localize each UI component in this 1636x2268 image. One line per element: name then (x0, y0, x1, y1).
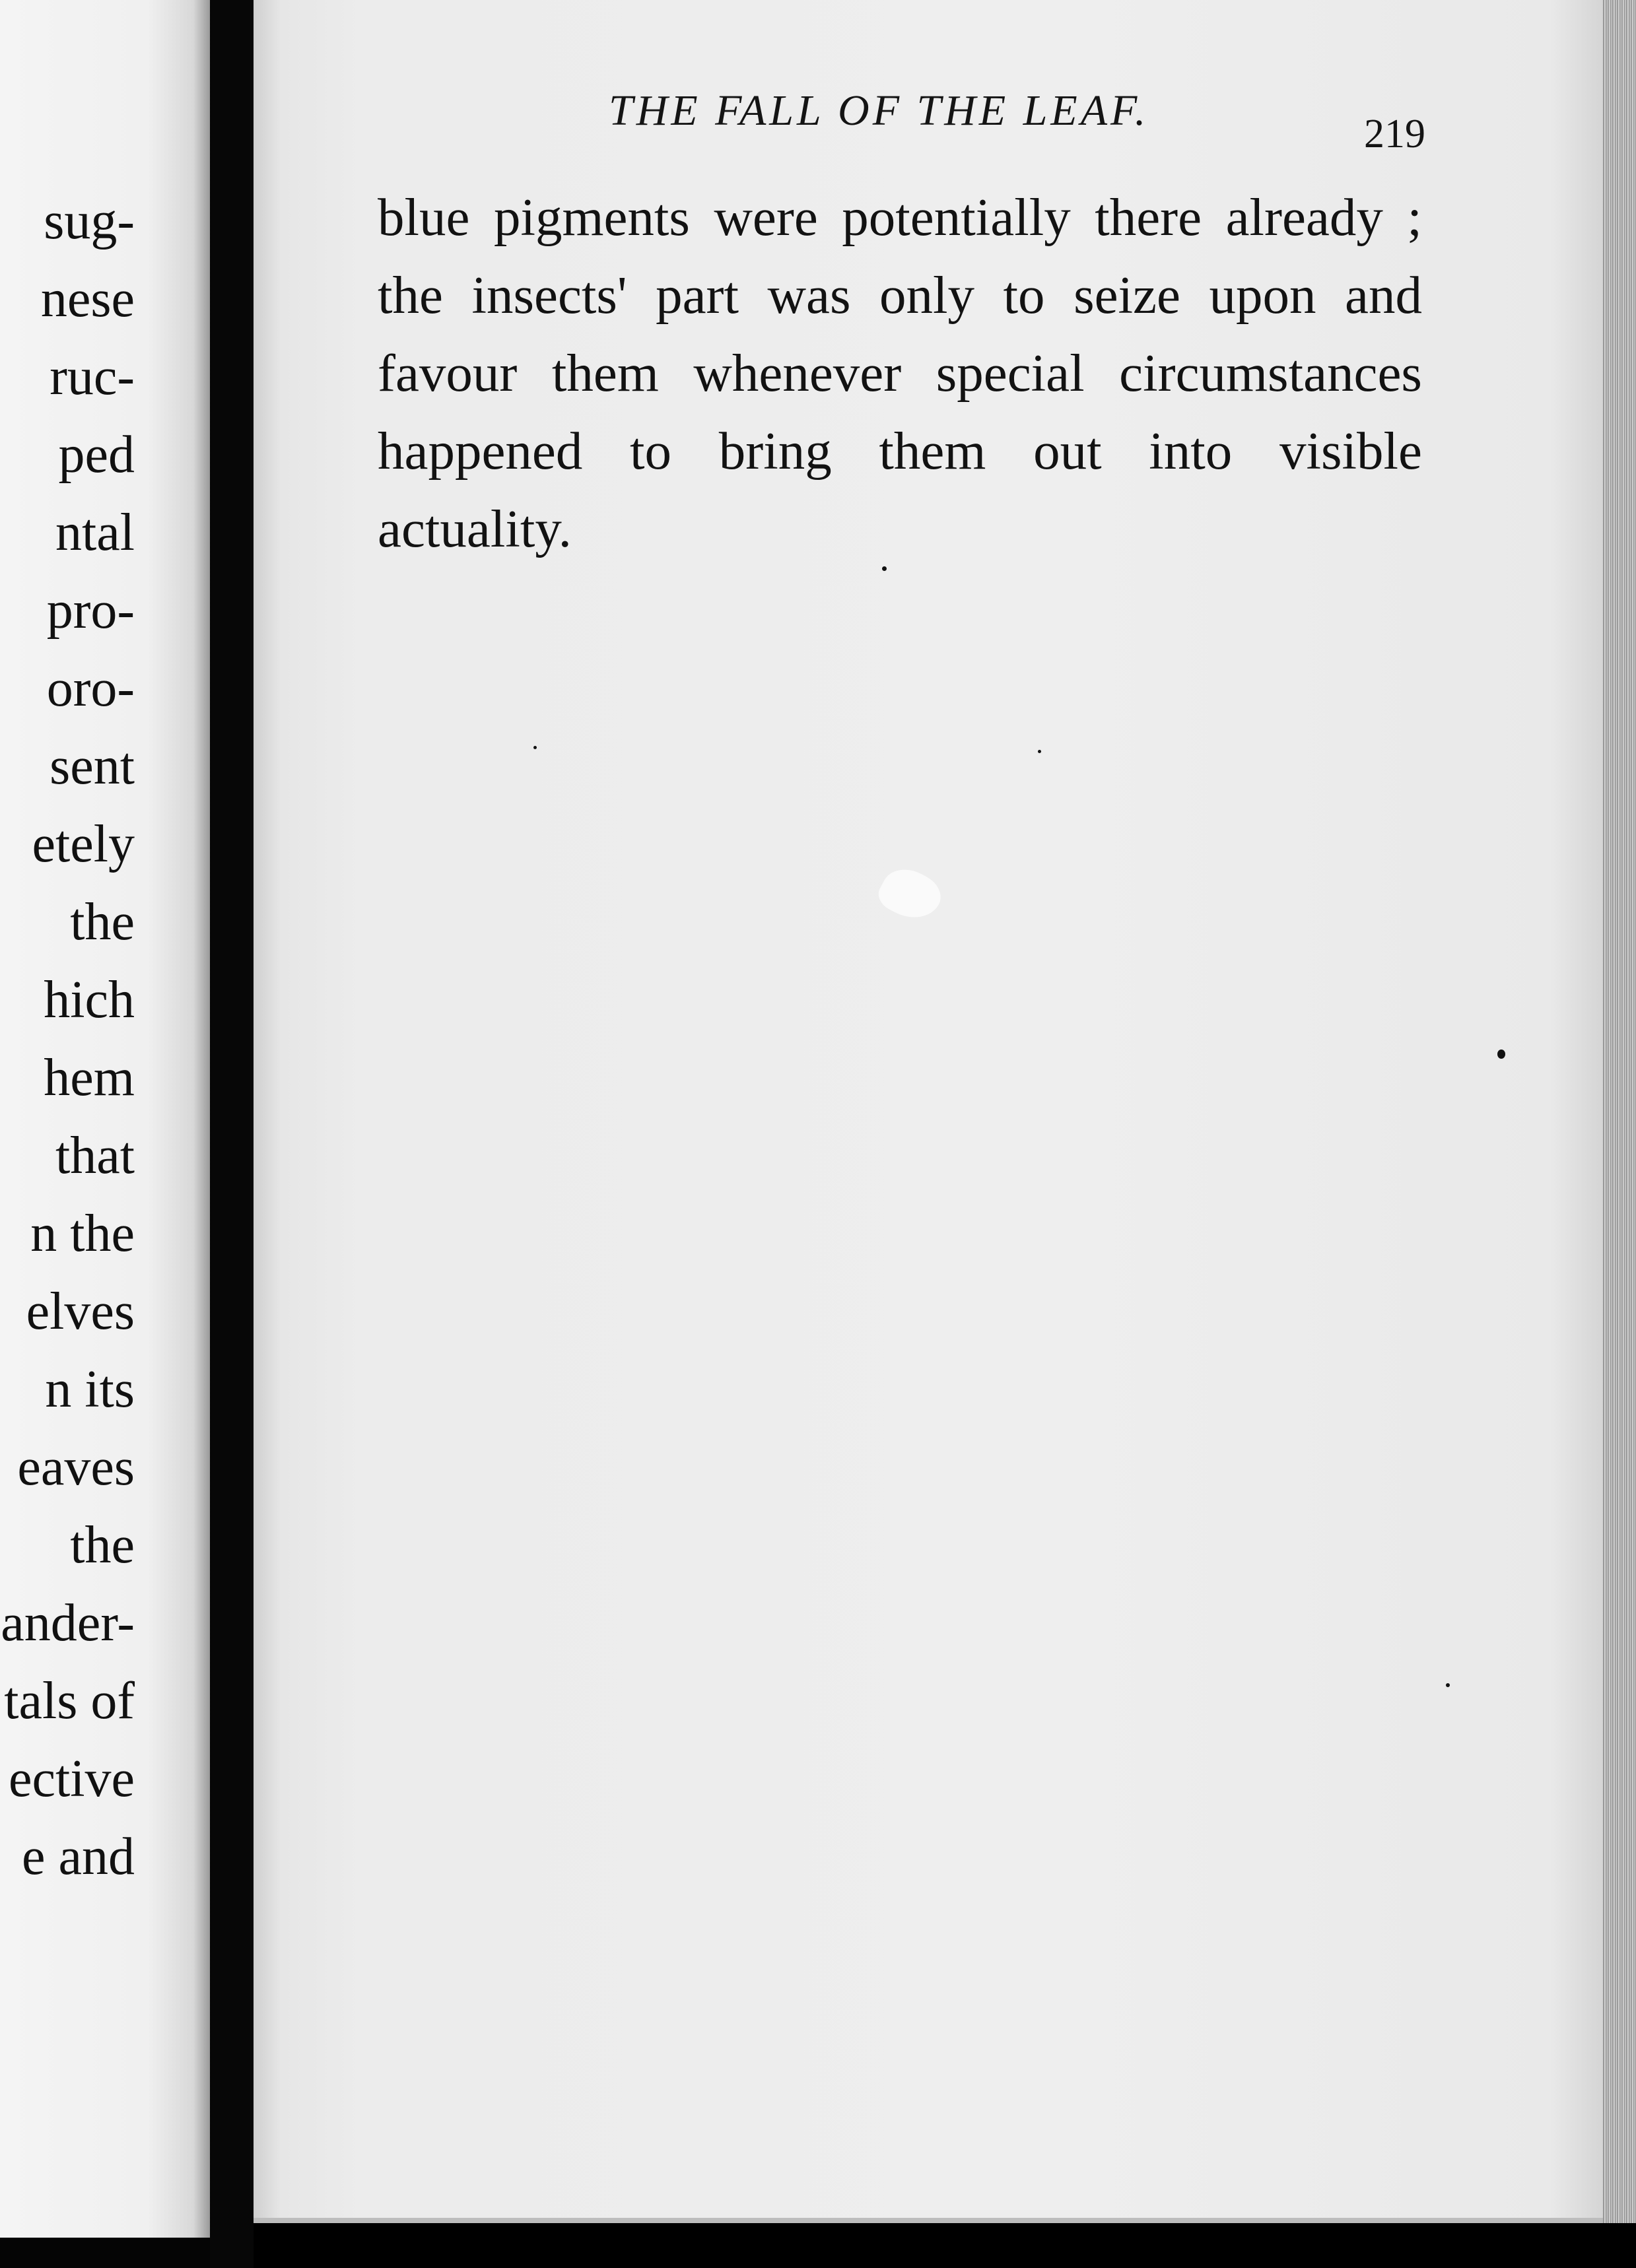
word: bring (718, 421, 832, 481)
ink-speck (1038, 750, 1041, 753)
left-line-fragment: e and (21, 1828, 135, 1886)
left-line-fragment: oro- (46, 659, 135, 717)
word: ; (1407, 187, 1422, 247)
scan-border (254, 2223, 1636, 2268)
left-line-fragment: nese (40, 270, 135, 328)
left-line-fragment: hich (44, 971, 135, 1029)
left-line-fragment: the (70, 1516, 135, 1574)
word: already (1225, 187, 1383, 247)
word: upon (1209, 265, 1316, 325)
word: the (378, 265, 443, 325)
left-line-fragment: sent (50, 737, 135, 795)
left-line-fragment: hem (44, 1049, 135, 1107)
left-line-fragment: etely (32, 815, 135, 873)
page-number: 219 (1364, 112, 1425, 156)
word: visible (1279, 421, 1422, 481)
left-line-fragment: elves (26, 1283, 135, 1341)
left-line-fragment: n its (45, 1360, 135, 1418)
ink-speck (533, 746, 537, 749)
word: special (936, 343, 1085, 403)
word: to (1003, 265, 1045, 325)
word: them (551, 343, 659, 403)
left-line-fragment: the (70, 893, 135, 951)
left-facing-page (0, 0, 210, 2238)
word: seize (1074, 265, 1180, 325)
word: favour (378, 343, 518, 403)
word: only (879, 265, 975, 325)
left-line-fragment: tals of (4, 1672, 135, 1730)
left-line-fragment: ander- (1, 1594, 135, 1652)
word: them (879, 421, 986, 481)
left-page-text-column (1, 182, 135, 1896)
word: whenever (693, 343, 902, 403)
word: happened (378, 421, 583, 481)
left-line-fragment: ruc- (50, 348, 135, 406)
word: out (1033, 421, 1102, 481)
left-line-fragment: ntal (55, 504, 135, 562)
word: were (714, 187, 818, 247)
text-line (378, 256, 1422, 334)
left-line-fragment: n the (30, 1205, 135, 1263)
page-edges (1603, 0, 1636, 2231)
word: was (767, 265, 851, 325)
left-line-fragment: pro- (46, 582, 135, 640)
word: pigments (493, 187, 690, 247)
word: blue (378, 187, 470, 247)
scan-glare-spot (873, 860, 947, 929)
word: there (1095, 187, 1202, 247)
text-line (378, 412, 1422, 490)
text-line (378, 334, 1422, 412)
left-line-fragment: ped (58, 426, 135, 484)
word: insects' (471, 265, 627, 325)
word: circumstances (1119, 343, 1422, 403)
word: into (1149, 421, 1233, 481)
ink-speck (1497, 1050, 1505, 1059)
book-gutter (210, 0, 254, 2268)
text-line: actuality. (378, 499, 572, 558)
left-line-fragment: ective (9, 1750, 135, 1808)
word: to (630, 421, 672, 481)
ink-speck (882, 566, 887, 571)
left-line-fragment: that (55, 1127, 135, 1185)
word: and (1345, 265, 1422, 325)
text-line (378, 178, 1422, 256)
ink-speck (1446, 1683, 1450, 1687)
word: potentially (842, 187, 1071, 247)
left-line-fragment: eaves (17, 1438, 135, 1496)
left-line-fragment: sug- (44, 192, 135, 250)
word: part (656, 265, 739, 325)
paragraph-text (378, 178, 1422, 568)
running-head: THE FALL OF THE LEAF. (609, 86, 1149, 135)
